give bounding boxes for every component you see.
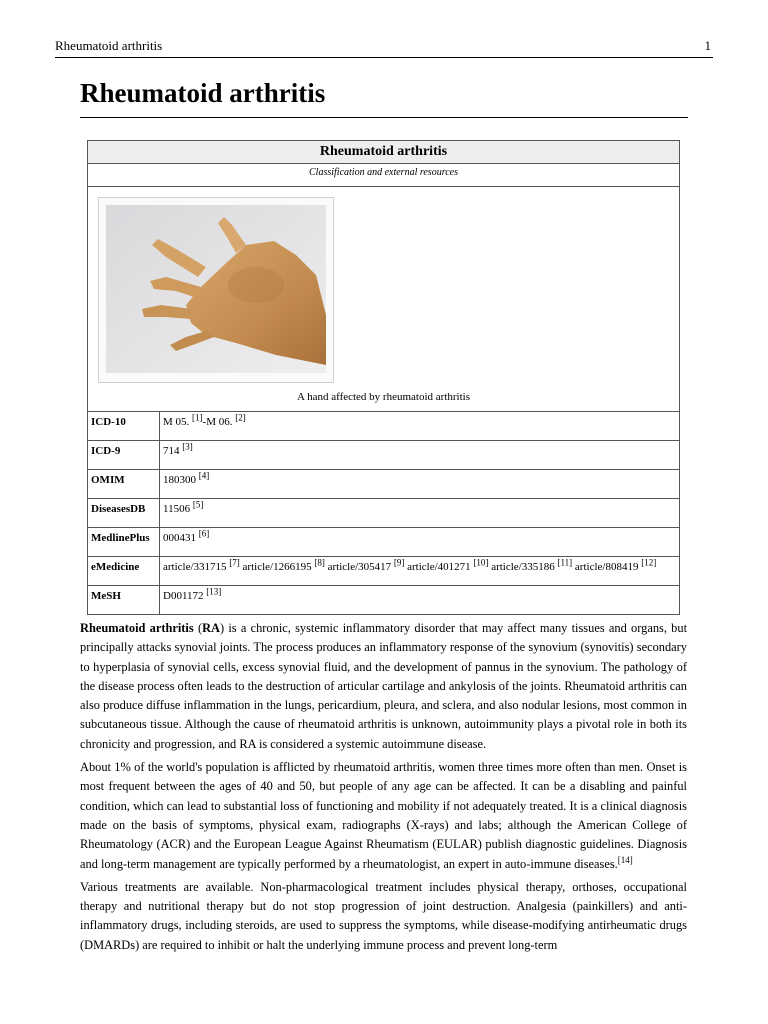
text-run: article/335186 <box>488 561 558 573</box>
infobox-row <box>88 470 680 499</box>
text-run: article/331715 <box>163 561 230 573</box>
infobox-row-label: ICD-10 <box>88 412 160 441</box>
citation-link[interactable]: [11] <box>557 557 573 568</box>
infobox-row <box>88 557 680 586</box>
infobox-row <box>88 586 680 615</box>
infobox-row-value[interactable] <box>160 470 680 499</box>
page-number: 1 <box>704 38 711 53</box>
citation-link[interactable]: [14] <box>617 854 633 865</box>
bold-term: Rheumatoid arthritis <box>80 621 194 635</box>
article-body <box>80 619 687 959</box>
citation-link[interactable]: [4] <box>198 470 210 481</box>
citation-link[interactable]: [2] <box>235 412 246 423</box>
citation-link[interactable]: [8] <box>314 557 325 568</box>
text-run: 11506 <box>163 503 193 515</box>
text-run: About 1% of the world's population is afflicted by rheumatoid arthritis, women three times more often than men. Onset is most frequent between the ages of 40 and 50, but people of any age can be affected. It can be a disabling and painful condition, which can lead to substantial loss of functioning and mobility if not adequately treated. It is a clinical diagnosis made on the basis of symptoms, physical exam, radiographs (X-rays) and labs; although the American College of Rheumatology (ACR) and the European League Against Rheumatism (EULAR) publish diagnostic guidelines. Diagnosis and long-term management are typically performed by a rheumatologist, an expert in auto-immune diseases. <box>80 760 687 871</box>
article-title: Rheumatoid arthritis <box>80 78 688 118</box>
citation-link[interactable]: [5] <box>192 499 204 510</box>
text-run: ( <box>193 621 203 635</box>
infobox-row-label: ICD-9 <box>88 441 160 470</box>
citation-link[interactable]: [3] <box>182 441 193 452</box>
text-run: 000431 <box>163 532 199 544</box>
citation-link[interactable]: [10] <box>473 557 489 568</box>
infobox-row <box>88 499 680 528</box>
running-header <box>55 38 713 58</box>
running-title: Rheumatoid arthritis <box>55 38 163 53</box>
text-run: article/401271 <box>404 561 474 573</box>
citation-link[interactable]: [6] <box>198 528 210 539</box>
infobox-row <box>88 441 680 470</box>
hand-image <box>106 205 326 373</box>
infobox-row-value[interactable] <box>160 441 680 470</box>
infobox-row-label: MedlinePlus <box>88 528 160 557</box>
citation-link[interactable]: [7] <box>229 557 240 568</box>
text-run: article/1266195 <box>239 561 315 573</box>
text-run: 714 <box>163 445 183 457</box>
infobox-row-value[interactable] <box>160 557 680 586</box>
citation-link[interactable]: [13] <box>206 586 222 597</box>
text-run: D001172 <box>163 590 207 602</box>
image-caption: A hand affected by rheumatoid arthritis <box>297 391 470 403</box>
text-run: article/305417 <box>324 561 394 573</box>
citation-link[interactable]: [1] <box>192 412 203 423</box>
paragraph <box>80 878 687 955</box>
infobox-subtitle: Classification and external resources <box>88 164 680 187</box>
infobox-row-label: OMIM <box>88 470 160 499</box>
infobox-row-label: eMedicine <box>88 557 160 586</box>
text-run: Various treatments are available. Non-pharmacological treatment includes physical therapy, orthoses, occupational therapy and nutritional therapy but do not stop progression of joint destruction. Analgesia (painkillers) and anti-inflammatory drugs, including steroids, are used to suppress the symptoms, while disease-modifying antirheumatic drugs (DMARDs) are required to inhibit or halt the underlying immune process and prevent long-term <box>80 879 687 952</box>
infobox-row-value[interactable] <box>160 412 680 441</box>
infobox-row-label: MeSH <box>88 586 160 615</box>
text-run: ) is a chronic, systemic inflammatory disorder that may affect many tissues and organs, but principally attacks synovial joints. The process produces an inflammatory response of the synovium (synovitis) secondary to hyperplasia of synovial cells, excess synovial fluid, and the development of pannus in the synovium. The pathology of the disease process often leads to the destruction of articular cartilage and ankylosis of the joints. Rheumatoid arthritis can also produce diffuse inflammation in the lungs, pericardium, pleura, and sclera, and also nodular lesions, most common in subcutaneous tissue. Although the cause of rheumatoid arthritis is unknown, autoimmunity plays a pivotal role in both its chronicity and progression, and RA is considered a systemic autoimmune disease. <box>80 621 688 751</box>
infobox-row-label: DiseasesDB <box>88 499 160 528</box>
infobox-row-value[interactable] <box>160 586 680 615</box>
hand-photo[interactable] <box>98 197 334 383</box>
citation-link[interactable]: [12] <box>641 557 657 568</box>
infobox-row <box>88 412 680 441</box>
text-run: article/808419 <box>572 561 642 573</box>
bold-term: RA <box>202 621 220 635</box>
paragraph <box>80 758 687 874</box>
infobox-image-cell <box>88 187 680 412</box>
infobox-title: Rheumatoid arthritis <box>88 141 680 164</box>
text-run: 180300 <box>163 474 199 486</box>
citation-link[interactable]: [9] <box>393 557 405 568</box>
text-run: -M 06. <box>202 416 236 428</box>
infobox-row-value[interactable] <box>160 499 680 528</box>
text-run: M 05. <box>163 416 193 428</box>
infobox <box>87 140 680 615</box>
infobox-row <box>88 528 680 557</box>
paragraph <box>80 619 687 754</box>
infobox-row-value[interactable] <box>160 528 680 557</box>
